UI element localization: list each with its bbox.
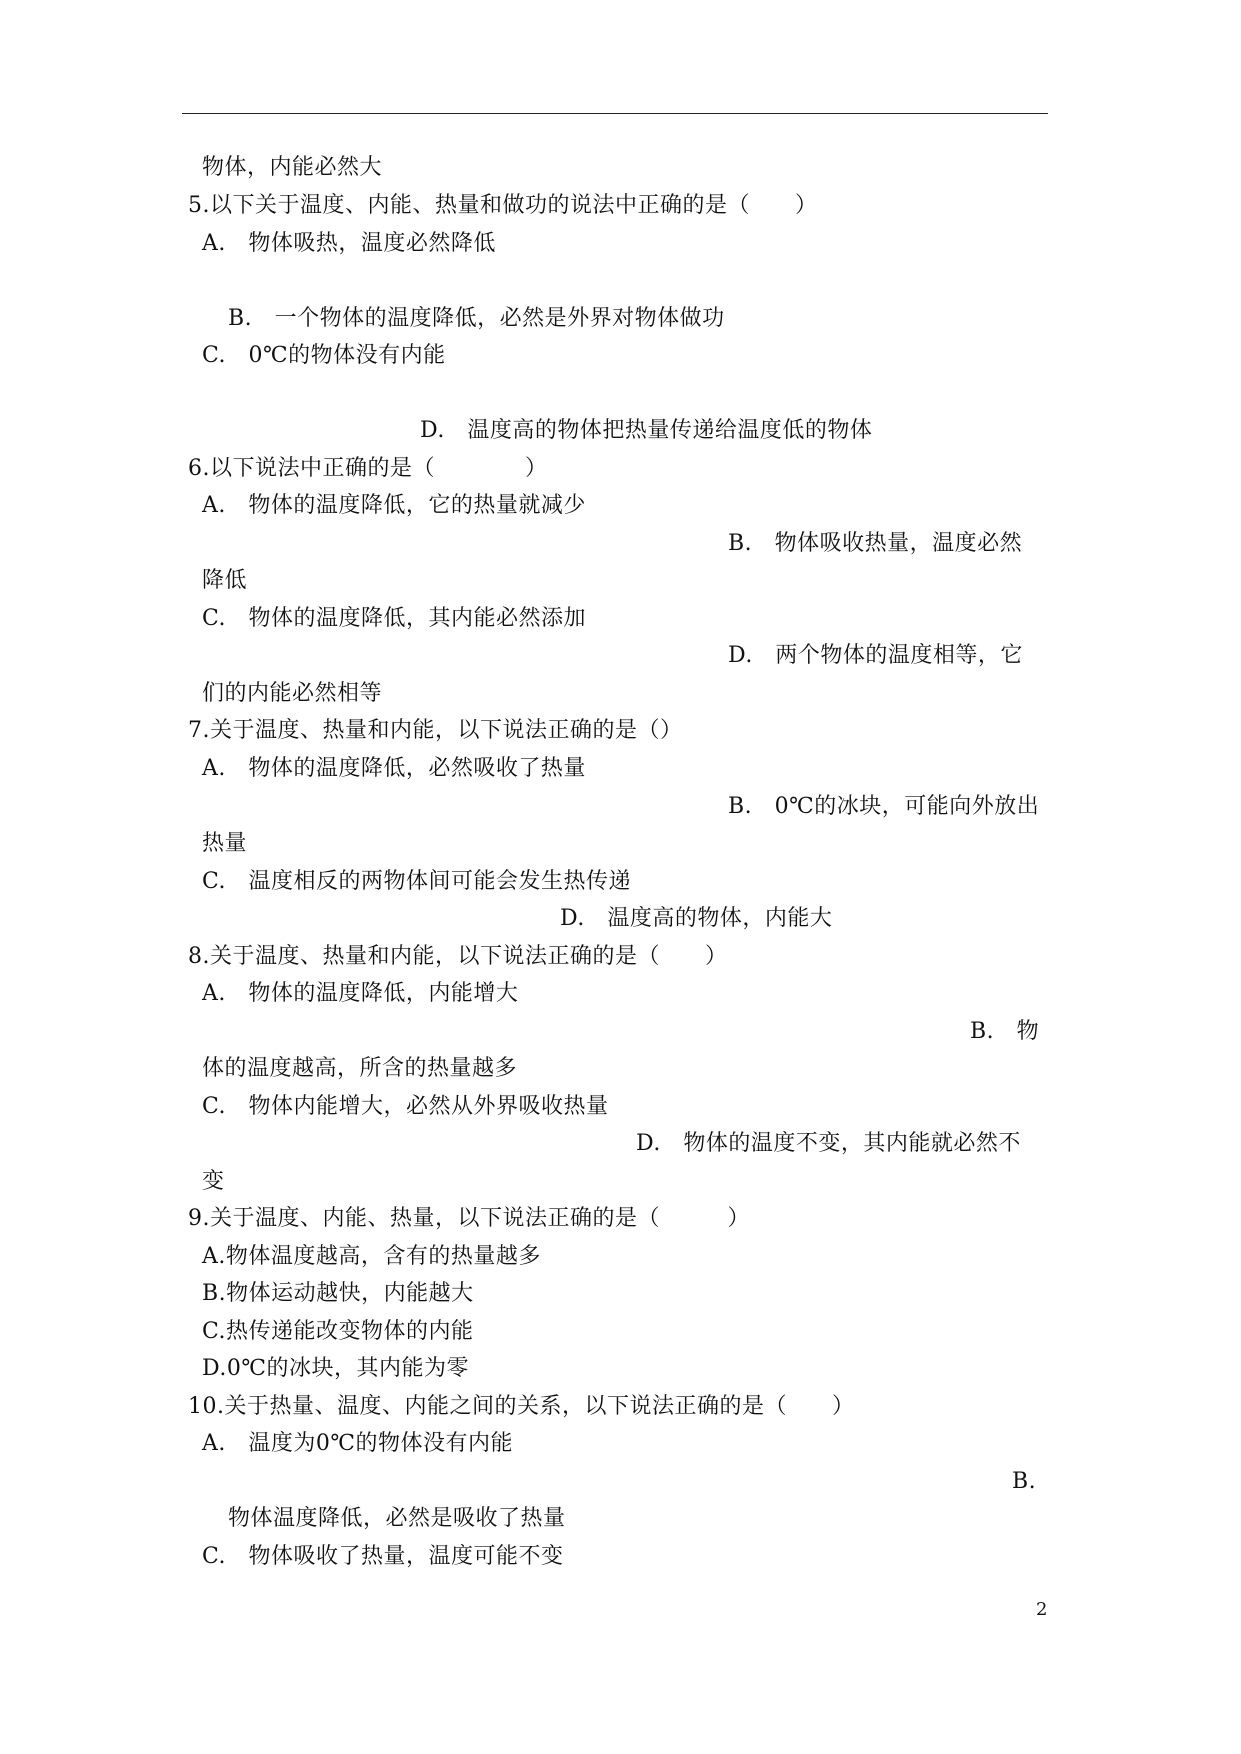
q10-option-c: C. 物体吸收了热量，温度可能不变 xyxy=(202,1544,564,1569)
q10-option-b: B. xyxy=(1012,1469,1037,1494)
question-10: 10.关于热量、温度、内能之间的关系，以下说法正确的是（ ） xyxy=(188,1394,855,1419)
q9-option-b: B.物体运动越快，内能越大 xyxy=(202,1281,474,1306)
question-6: 6.以下说法中正确的是（ ） xyxy=(188,456,548,481)
q5-option-a: A. 物体吸热，温度必然降低 xyxy=(202,231,496,256)
question-5: 5.以下关于温度、内能、热量和做功的说法中正确的是（ ） xyxy=(188,193,818,218)
q7-option-b: B. 0℃的冰块，可能向外放出 xyxy=(728,794,1040,819)
q6-option-b-cont: 降低 xyxy=(202,568,248,593)
q6-option-c: C. 物体的温度降低，其内能必然添加 xyxy=(202,606,587,631)
q8-option-d: D. 物体的温度不变，其内能就必然不 xyxy=(636,1131,1021,1156)
q8-option-b: B. 物 xyxy=(970,1019,1040,1044)
header-rule xyxy=(182,113,1048,114)
q6-option-d: D. 两个物体的温度相等，它 xyxy=(728,643,1023,668)
q5-option-b: B. 一个物体的温度降低，必然是外界对物体做功 xyxy=(228,306,725,331)
q6-option-b: B. 物体吸收热量，温度必然 xyxy=(728,531,1023,556)
question-9: 9.关于温度、内能、热量，以下说法正确的是（ ） xyxy=(188,1206,750,1231)
q8-option-a: A. 物体的温度降低，内能增大 xyxy=(202,981,519,1006)
q6-option-a: A. 物体的温度降低，它的热量就减少 xyxy=(202,493,586,518)
q7-option-d: D. 温度高的物体，内能大 xyxy=(560,906,833,931)
q7-option-b-cont: 热量 xyxy=(202,831,248,856)
q8-option-b-cont: 体的温度越高，所含的热量越多 xyxy=(202,1056,518,1081)
question-7: 7.关于温度、热量和内能，以下说法正确的是（） xyxy=(188,718,683,743)
q7-option-a: A. 物体的温度降低，必然吸收了热量 xyxy=(202,756,586,781)
q9-option-a: A.物体温度越高，含有的热量越多 xyxy=(202,1244,541,1269)
q5-option-d: D. 温度高的物体把热量传递给温度低的物体 xyxy=(420,418,873,443)
text-line-1: 物体，内能必然大 xyxy=(202,155,383,180)
q10-option-a: A. 温度为0℃的物体没有内能 xyxy=(202,1431,513,1456)
page-number: 2 xyxy=(1036,1599,1048,1620)
q9-option-c: C.热传递能改变物体的内能 xyxy=(202,1319,474,1344)
q9-option-d: D.0℃的冰块，其内能为零 xyxy=(202,1356,469,1381)
q8-option-d-cont: 变 xyxy=(202,1169,225,1194)
q6-option-d-cont: 们的内能必然相等 xyxy=(202,681,383,706)
q8-option-c: C. 物体内能增大，必然从外界吸收热量 xyxy=(202,1094,609,1119)
q10-option-b-cont: 物体温度降低，必然是吸收了热量 xyxy=(228,1506,566,1531)
q7-option-c: C. 温度相反的两物体间可能会发生热传递 xyxy=(202,869,632,894)
q5-option-c: C. 0℃的物体没有内能 xyxy=(202,343,446,368)
question-8: 8.关于温度、热量和内能，以下说法正确的是（ ） xyxy=(188,944,728,969)
